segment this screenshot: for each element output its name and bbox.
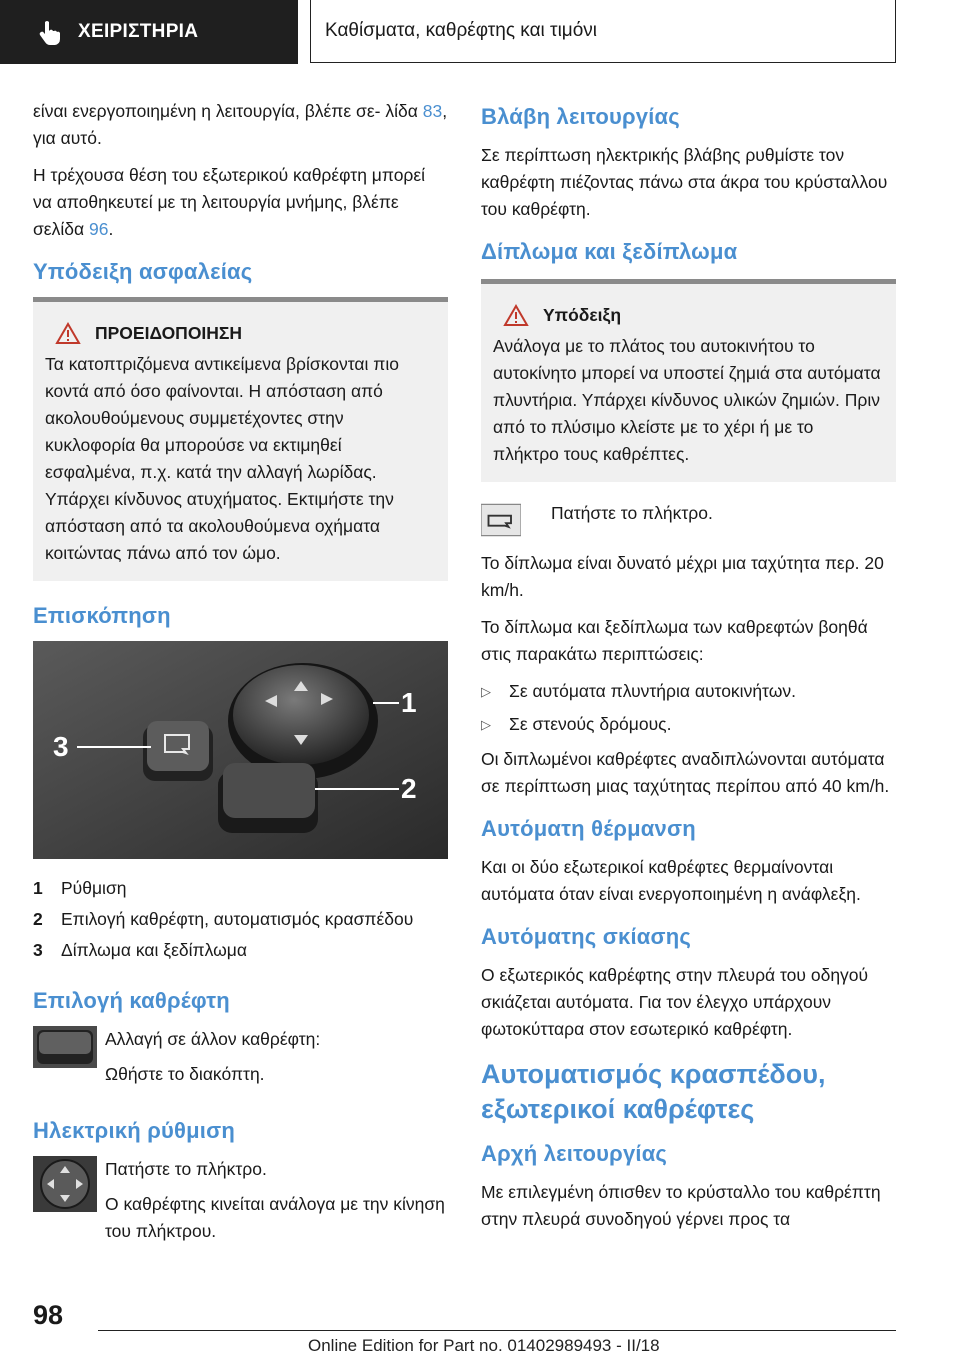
warning-title: ΠΡΟΕΙΔΟΠΟΙΗΣΗ [95,323,243,343]
mirror-controls-photo [33,641,448,859]
memory-paragraph: Η τρέχουσα θέση του εξωτερικού καθρέφτη μπορεί να αποθηκευτεί με τη λειτουργία μνήμης, βλέπε σελίδα 96. [33,165,426,239]
footer-edition: Online Edition for Part no. 01402989493 - II/18 [308,1336,660,1355]
section-title: ΧΕΙΡΙΣΤΗΡΙΑ [78,21,199,42]
warning-triangle-icon [55,322,81,345]
page-link-96[interactable]: 96 [88,219,109,239]
heading-fold: Δίπλωμα και ξεδίπλωμα [481,239,738,264]
callout-1: 1 [401,687,417,718]
left-column [33,98,448,1253]
header-section-tab [0,0,298,64]
heat-text: Και οι δύο εξωτερικοί καθρέφτες θερμαίνονται αυτόματα όταν είναι ενεργοποιημένη η ανάφλεξη. [481,857,861,904]
note-title: Υπόδειξη [543,305,622,325]
fold-mirror-button-icon [481,500,521,540]
fault-text: Σε περίπτωση ηλεκτρικής βλάβης ρυθμίστε τον καθρέφτη πιέζοντας πάνω στα άκρα του κρύσταλλου του καθρέφτη. [481,145,888,219]
heading-principle: Αρχή λειτουργίας [481,1141,668,1166]
callout-2: 2 [401,773,417,804]
fold-text-2: Το δίπλωμα και ξεδίπλωμα των καθρεφτών βοηθά στις παρακάτω περιπτώσεις: [481,617,868,664]
list-item: ▷ Σε στενούς δρόμους. [481,711,896,738]
heading-overview: Επισκόπηση [33,603,171,628]
warning-box [33,297,448,581]
electric-adjust-text-1: Πατήστε το πλήκτρο. [105,1159,267,1179]
select-mirror-row [33,1026,448,1096]
caution-triangle-icon [503,304,529,327]
fold-text-3: Οι διπλωμένοι καθρέφτες αναδιπλώνονται αυτόματα σε περίπτωση μιας ταχύτητας περίπου από 40 km/h. [481,749,890,796]
page-number: 98 [33,1300,64,1330]
heading-electric-adjust: Ηλεκτρική ρύθμιση [33,1118,235,1143]
heading-curb-function: Αυτοματισμός κρασπέδου, εξωτερικοί καθρέφτες [481,1059,826,1124]
heading-auto-heat: Αυτόματη θέρμανση [481,816,696,841]
legend-item-2: 2 Επιλογή καθρέφτη, αυτοματισμός κρασπέδου [33,909,414,929]
note-box [481,279,896,482]
electric-adjust-text-2: Ο καθρέφτης κινείται ανάλογα με την κίνηση του πλήκτρου. [105,1194,445,1241]
adjust-knob-icon [33,1156,97,1212]
bullet-triangle-icon: ▷ [481,684,491,699]
principle-text: Με επιλεγμένη όπισθεν το κρύσταλλο του καθρέπτη στην πλευρά συνοδηγού γέρνει προς τα [481,1182,881,1229]
warning-text: Τα κατοπτριζόμενα αντικείμενα βρίσκονται πιο κοντά από όσο φαίνονται. Η απόσταση από ακολουθούμενους συμμετέχοντες στην κυκλοφορία θα μπορούσε να εκτιμηθεί εσφαλμένα, π.χ. κατά την αλλαγή λωρίδας. Υπάρχει κίνδυνος ατυχήματος. Εκτιμήστε την απόσταση από τα ακολουθούμενα οχήματα κοιτώντας πάνω από τον ώμο. [45,354,399,563]
heading-fault: Βλάβη λειτουργίας [481,104,680,129]
fold-text-1: Το δίπλωμα είναι δυνατό μέχρι μια ταχύτητα περ. 20 km/h. [481,553,884,600]
select-mirror-text-1: Αλλαγή σε άλλον καθρέφτη: [105,1029,321,1049]
legend-item-1: 1 Ρύθμιση [33,878,127,898]
footer-rule [98,1330,896,1331]
chapter-title: Καθίσματα, καθρέφτης και τιμόνι [325,20,598,41]
hand-pointer-icon [36,18,64,46]
heading-safety: Υπόδειξη ασφαλείας [33,259,253,284]
fold-press-text: Πατήστε το πλήκτρο. [551,503,713,523]
bullet-triangle-icon: ▷ [481,717,491,732]
select-mirror-text-2: Ωθήστε το διακόπτη. [105,1064,265,1084]
page-link-83[interactable]: 83 [422,101,443,121]
dim-text: Ο εξωτερικός καθρέφτης στην πλευρά του οδηγού σκιάζεται αυτόματα. Για τον έλεγχο υπάρχουν φωτοκύτταρα στον εσωτερικό καθρέφτη. [481,965,869,1039]
heading-select-mirror: Επιλογή καθρέφτη [33,988,230,1013]
right-column [481,100,896,1243]
note-text: Ανάλογα με το πλάτος του αυτοκινήτου το αυτοκίνητο μπορεί να υποστεί ζημιά στα αυτόματα πλυντήρια. Υπάρχει κίνδυνος υλικών ζημιών. Πριν από το πλύσιμο κλείστε με το χέρι ή με το πλήκτρο τους καθρέπτες. [493,336,881,464]
intro-paragraph: είναι ενεργοποιημένη η λειτουργία, βλέπε σε- λίδα 83, για αυτό. [33,101,448,148]
electric-adjust-row [33,1156,448,1253]
heading-auto-dim: Αυτόματης σκίασης [481,924,692,949]
callout-3: 3 [53,731,69,762]
fold-button-row [481,500,896,540]
mirror-selector-switch-icon [33,1026,97,1076]
legend-item-3: 3 Δίπλωμα και ξεδίπλωμα [33,940,247,960]
chapter-header [310,0,896,63]
list-item: ▷ Σε αυτόματα πλυντήρια αυτοκινήτων. [481,678,896,705]
